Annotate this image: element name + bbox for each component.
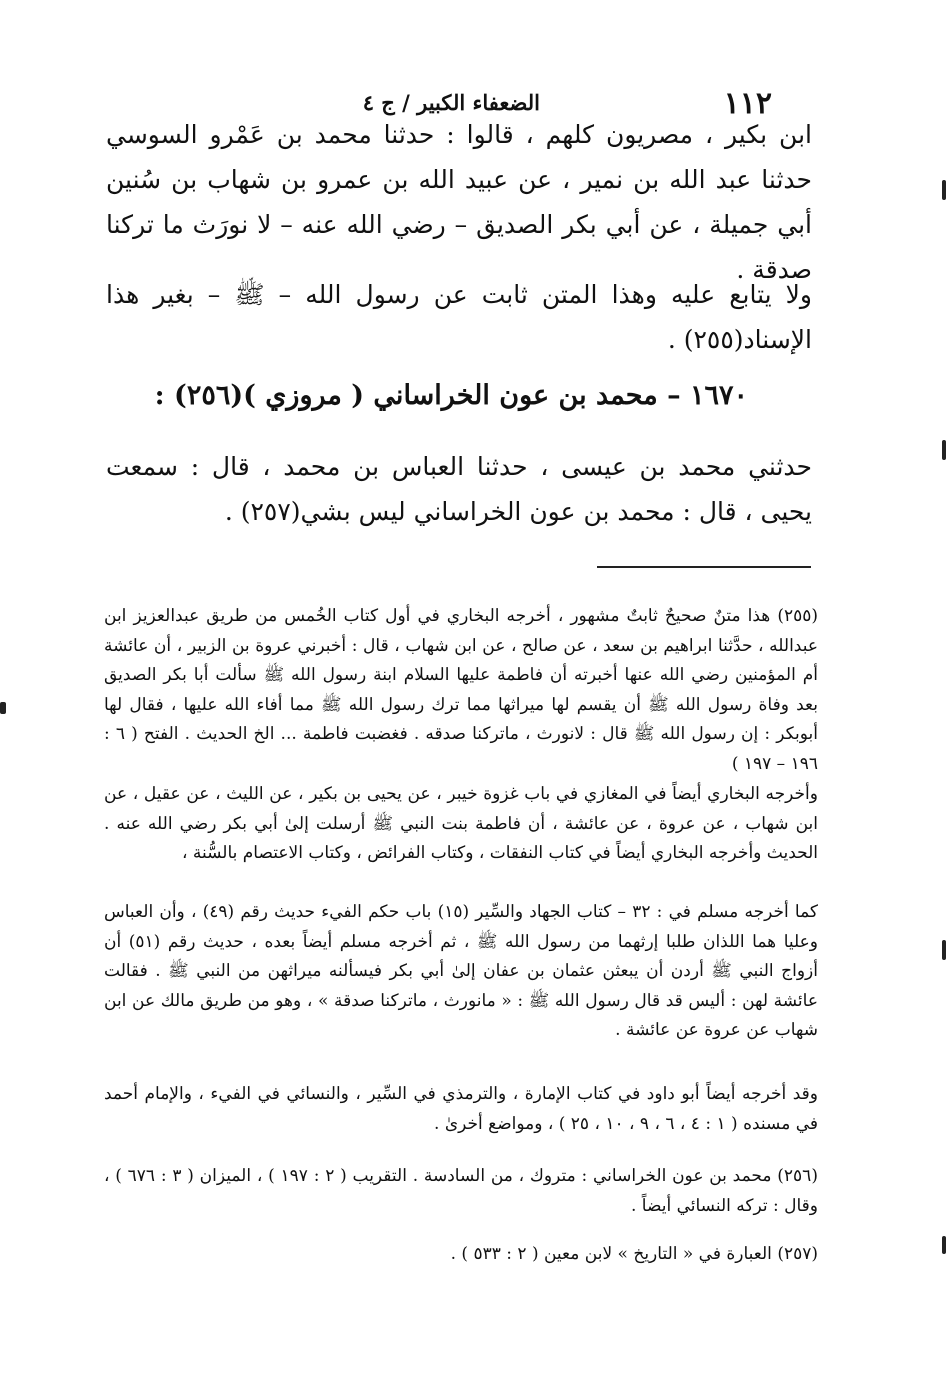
footnote-255-part-2: وأخرجه البخاري أيضاً في المغازي في باب غزوة خيبر ، عن يحيى بن بكير ، عن الليث ، عن عقيل ، عن ابن شهاب ، عن عروة ، عن عائشة ، أن فاطمة بنت النبي ﷺ أرسلت إلىٰ أبي بكر رضي الله عنه . الحديث وأخرجه البخاري أيضاً في كتاب النفقات ، وكتاب الفرائض ، وكتاب الاعتصام بالسُّنة ، bbox=[104, 784, 818, 863]
scan-margin-mark bbox=[942, 180, 946, 200]
footnote-255-part-3: كما أخرجه مسلم في : ٣٢ – كتاب الجهاد والسِّير (١٥) باب حكم الفيء حديث رقم (٤٩) ، وأن العباس وعليا هما اللذان طلبا إرثهما من رسول الله ﷺ ، ثم أخرجه مسلم أيضاً بعده ، حديث رقم (٥١) أن أزواج النبي ﷺ أردن أن يبعثن عثمان بن عفان إلىٰ أبي بكر فيسألنه ميراثهن من النبي ﷺ . فقالت عائشة لهن : أليس قد قال رسول الله ﷺ : « مانورث ، ماتركنا صدقة » ، وهو من طريق مالك عن ابن شهاب عن عروة عن عائشة . bbox=[104, 902, 818, 1040]
entry-heading: ١٦٧٠ – محمد بن عون الخراساني ( مروزي )(٢٥٦) : bbox=[154, 380, 748, 411]
body-paragraph-2: ولا يتابع عليه وهذا المتن ثابت عن رسول الله – ﷺ – بغير هذا الإسناد(٢٥٥) . bbox=[106, 280, 812, 354]
footnote-255-part-4: وقد أخرجه أيضاً أبو داود في كتاب الإمارة ، والترمذي في السِّير ، والنسائي في الفيء ، والإمام أحمد في مسنده ( ١ : ٤ ، ٦ ، ٩ ، ١٠ ، ٢٥ ) ، ومواضع أخرىٰ . bbox=[104, 1084, 818, 1134]
body-paragraph-1: ابن بكير ، مصريون كلهم ، قالوا : حدثنا محمد بن عَمْرو السوسي حدثنا عبد الله بن نمير ، عن عبيد الله بن عمرو بن شهاب بن سُنين أبي جميلة ، عن أبي بكر الصديق – رضي الله عنه – لا نورَث ما تركنا صدقة . bbox=[106, 120, 812, 284]
page-number: ١١٢ bbox=[723, 86, 772, 121]
body-paragraph-3: حدثني محمد بن عيسى ، حدثنا العباس بن محمد ، قال : سمعت يحيى ، قال : محمد بن عون الخراساني ليس بشي(٢٥٧) . bbox=[106, 452, 812, 526]
scan-margin-mark bbox=[942, 440, 946, 460]
footnote-255-part-1: (٢٥٥) هذا متنٌ صحيحٌ ثابتٌ مشهور ، أخرجه البخاري في أول كتاب الخُمس من طريق عبدالعزيز ابن عبدالله ، حدَّثنا ابراهيم بن سعد ، عن صالح ، عن ابن شهاب ، قال : أخبرني عروة بن الزبير ، أن عائشة أم المؤمنين رضي الله عنها أخبرته أن فاطمة عليها السلام ابنة رسول الله ﷺ سألت أبا بكر الصديق بعد وفاة رسول الله ﷺ أن يقسم لها ميراثها مما ترك رسول الله ﷺ مما أفاء الله عليها ، فقال لها أبوبكر : إن رسول الله ﷺ قال : لانورث ، ماتركنا صدقه . فغضبت فاطمة ... الخ الحديث . الفتح ( ٦ : ١٩٦ – ١٩٧ ) bbox=[104, 606, 818, 774]
footnote-separator bbox=[597, 566, 811, 568]
footnote-256: (٢٥٦) محمد بن عون الخراساني : متروك ، من السادسة . التقريب ( ٢ : ١٩٧ ) ، الميزان ( ٣ : ٦٧٦ ) ، وقال : تركه النسائي أيضاً . bbox=[104, 1166, 818, 1216]
scan-margin-mark bbox=[942, 940, 946, 960]
scan-margin-mark bbox=[0, 702, 6, 714]
running-title: الضعفاء الكبير / ج ٤ bbox=[362, 90, 540, 115]
footnote-257: (٢٥٧) العبارة في « التاريخ » لابن معين ( ٢ : ٥٣٣ ) . bbox=[450, 1244, 818, 1264]
scan-margin-mark bbox=[942, 1236, 946, 1254]
